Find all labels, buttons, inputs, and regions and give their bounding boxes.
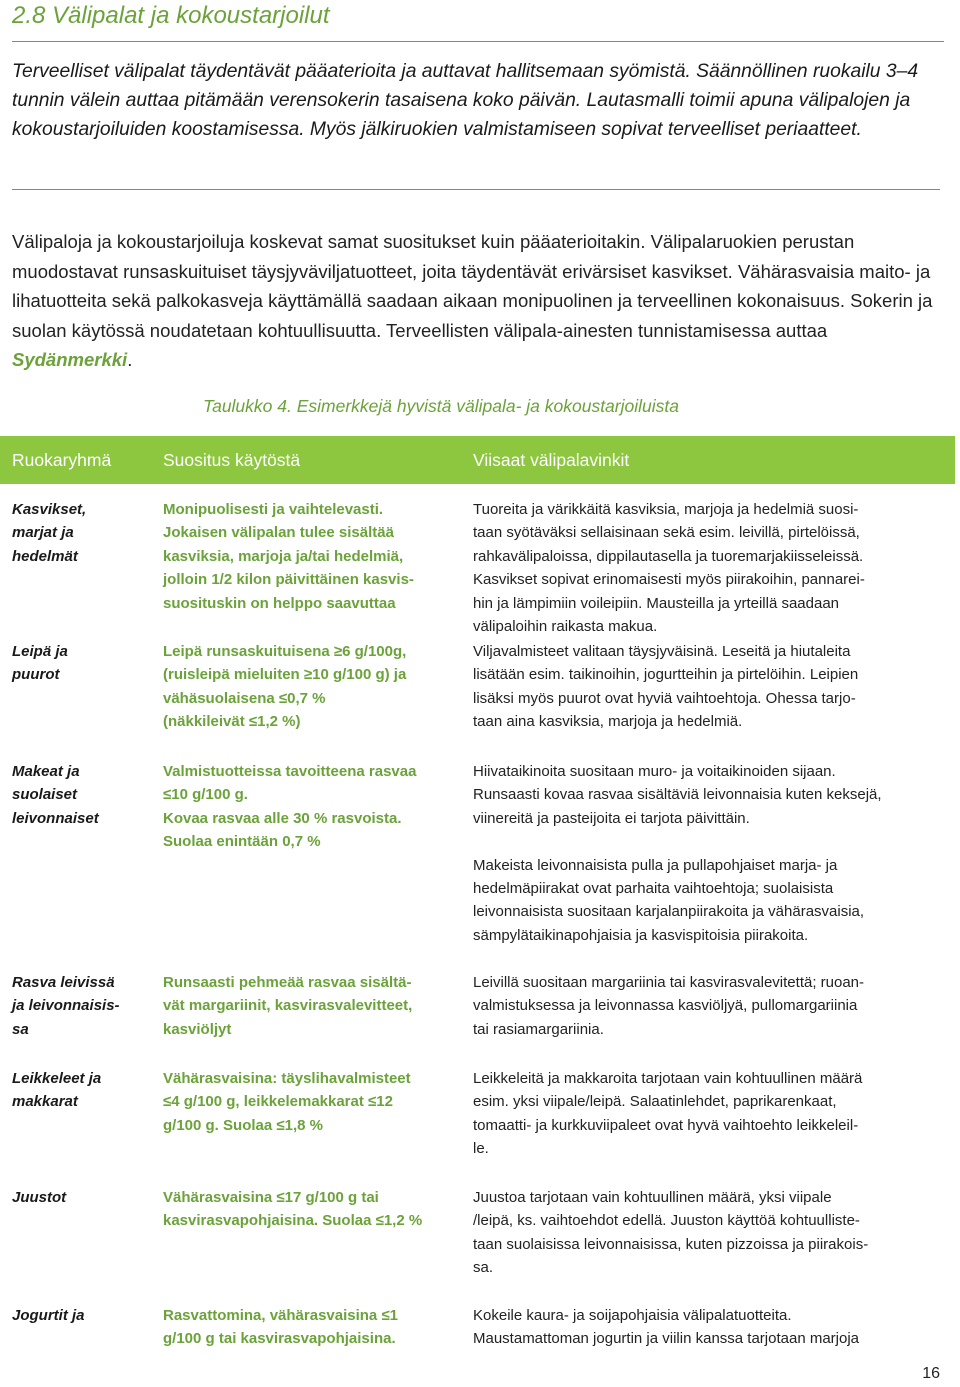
body-paragraph — [12, 227, 942, 375]
food-group-cell: Makeat ja suolaiset leivonnaiset — [12, 763, 99, 827]
intro-paragraph: Terveelliset välipalat täydentävät pääaterioita ja auttavat hallitsemaan syömistä. Säännöllinen ruokailu 3–4 tunnin välein auttaa pitämään verensokerin tasaisena koko päivän. Lautasmalli toimii apuna välipalojen ja kokoustarjoiluiden koostamisessa. Myös jälkiruokien valmistamiseen sopivat terveelliset periaatteet. — [12, 61, 919, 140]
page-number: 16 — [922, 1365, 940, 1382]
recommendation-cell: Valmistuotteissa tavoitteena rasvaa ≤10 g/100 g. Kovaa rasvaa alle 30 % rasvoista. Suolaa enintään 0,7 % — [163, 763, 417, 851]
food-group-cell: Leikkeleet ja makkarat — [12, 1070, 102, 1111]
heading-divider — [12, 41, 944, 42]
tips-cell: Juustoa tarjotaan vain kohtuullinen määrä, yksi viipale /leipä, ks. vaihtoehdot edellä. Juuston käyttöä kohtuulliste- taan suolaisissa leivonnaisissa, kuten pizzoissa ja piirakois- sa. — [473, 1189, 869, 1277]
recommendation-cell: Monipuolisesti ja vaihtelevasti. Jokaisen välipalan tulee sisältää kasviksia, marjoja ja/tai hedelmiä, jolloin 1/2 kilon päivittäinen kasvis- suosituskin on helppo saavuttaa — [163, 501, 414, 612]
table-caption — [203, 396, 679, 417]
tips-cell: Viljavalmisteet valitaan täysjyväisinä. Leseitä ja hiutaleita lisätään esim. taikinoihin, jogurtteihin ja pirtelöihin. Leipien lisäksi myös puurot ovat hyviä vaihtoehtoja. Ohessa tarjo- taan aina kasviksia, marjoja ja hedelmiä. — [473, 643, 859, 731]
table-header — [0, 436, 955, 484]
tips-cell: Leivillä suositaan margariinia tai kasvirasvalevitettä; ruoan- valmistuksessa ja leivonnassa kasviöljyä, pullomargariinia tai rasiamargariinia. — [473, 974, 865, 1038]
table-caption-title: Esimerkkejä hyvistä välipala- ja kokoustarjoiluista — [296, 396, 679, 416]
recommendation-cell: Vähärasvaisina: täyslihavalmisteet ≤4 g/100 g, leikkelemakkarat ≤12 g/100 g. Suolaa ≤1,8 % — [163, 1070, 411, 1134]
section-heading: 2.8 Välipalat ja kokoustarjoilut — [12, 2, 330, 29]
tips-cell: Hiivataikinoita suositaan muro- ja voitaikinoiden sijaan. Runsaasti kovaa rasvaa sisältäviä leivonnaisia kuten keksejä, viinereitä ja pasteijoita ei tarjota päivittäin. Makeista leivonnaisista pulla ja pullapohjaiset marja- ja hedelmäpiirakat ovat parhaita vaihtoehtoja; suolaisista leivonnaisista suositaan karjalanpiirakoita ja vähärasvaisia, sämpylätaikinapohjaisia ja kasvispitoisia piirakoita. — [473, 763, 882, 944]
food-group-cell: Leipä ja puurot — [12, 643, 68, 684]
sydanmerkki-link-text: Sydänmerkki — [12, 349, 128, 370]
body-paragraph-text: Välipaloja ja kokoustarjoiluja koskevat samat suositukset kuin pääaterioitakin. Välipalaruokien perustan muodostavat runsaskuituiset täysjyväviljatuotteet, joita täydentävät erivärsiset kasvikset. Vähärasvaisia maito- ja lihatuotteita sekä palkokasveja käyttämällä saadaan aikaan monipuolinen ja terveellinen kokonaisuus. Sokerin ja suolan käytössä noudatetaan kohtuullisuutta. Terveellisten välipala-ainesten tunnistamisessa auttaa — [12, 231, 933, 341]
food-group-cell: Jogurtit ja — [12, 1307, 85, 1324]
body-paragraph-end: . — [127, 349, 133, 370]
table-caption-number: Taulukko 4. — [203, 396, 292, 416]
food-group-cell: Rasva leivissä ja leivonnaisis- sa — [12, 974, 120, 1038]
tips-cell: Tuoreita ja värikkäitä kasviksia, marjoja ja hedelmiä suosi- taan syötäväksi sellaisinaan sekä esim. leivillä, pirtelöissä, rahkavälipaloissa, dippilautasella ja tuoremarjakiisseleissä. Kasvikset sopivat erinomaisesti myös piirakoihin, pannarei- hin ja lämpimiin voileipiin. Mausteilla ja yrteillä saadaan välipaloihin raikasta makua. — [473, 501, 865, 636]
food-group-cell: Kasvikset, marjat ja hedelmät — [12, 501, 87, 565]
intro-divider — [12, 189, 940, 190]
recommendation-cell: Runsaasti pehmeää rasvaa sisältä- vät margariinit, kasvirasvalevitteet, kasviöljyt — [163, 974, 413, 1038]
recommendation-cell: Leipä runsaskuituisena ≥6 g/100g, (ruisleipä mieluiten ≥10 g/100 g) ja vähäsuolaisena ≤0,7 % (näkkileivät ≤1,2 %) — [163, 643, 407, 731]
tips-cell: Kokeile kaura- ja soijapohjaisia välipalatuotteita. Maustamattoman jogurtin ja viilin kanssa tarjotaan marjoja — [473, 1307, 860, 1348]
recommendation-cell: Rasvattomina, vähärasvaisina ≤1 g/100 g tai kasvirasvapohjaisina. — [163, 1307, 399, 1348]
column-header-food-group: Ruokaryhmä — [12, 450, 112, 470]
recommendation-cell: Vähärasvaisina ≤17 g/100 g tai kasvirasvapohjaisina. Suolaa ≤1,2 % — [163, 1189, 423, 1230]
food-group-cell: Juustot — [12, 1189, 67, 1206]
tips-cell: Leikkeleitä ja makkaroita tarjotaan vain kohtuullinen määrä esim. yksi viipale/leipä. Salaatinlehdet, paprikarenkaat, tomaatti- ja kurkkuviipaleet ovat hyvä vaihtoehto leikkeleil- le. — [473, 1070, 863, 1158]
column-header-tips: Viisaat välipalavinkit — [473, 450, 630, 470]
column-header-recommendation: Suositus käytöstä — [163, 450, 301, 470]
